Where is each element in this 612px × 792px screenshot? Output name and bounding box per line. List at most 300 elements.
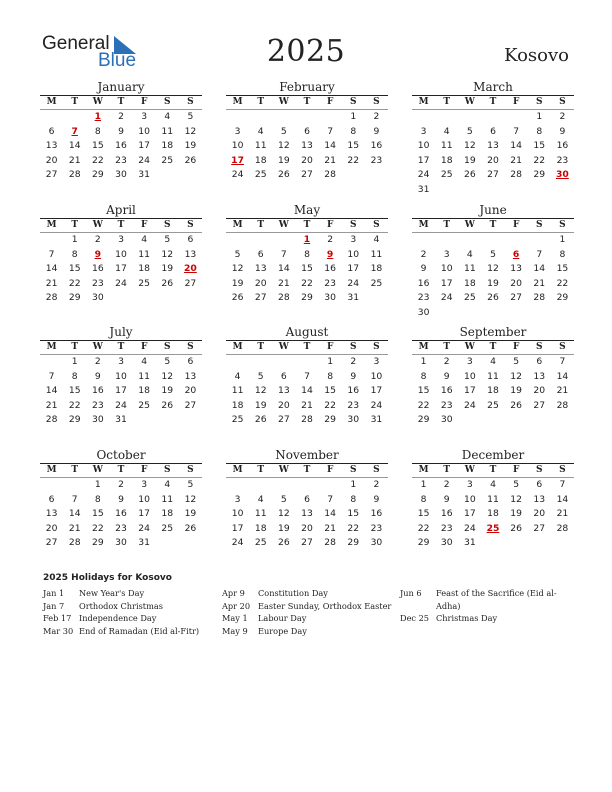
day-cell: 9 [373,493,380,505]
day-cell: 14 [278,263,290,275]
day-cell: 30 [417,306,430,318]
day-cell: 21 [510,154,522,166]
holiday-item [222,587,397,600]
day-cell: 19 [464,154,476,166]
day-cell: 21 [45,277,58,289]
weekday-header: S [365,95,388,110]
holiday-item [400,587,560,612]
day-cell: 26 [161,399,174,411]
weekday-header: S [528,95,551,110]
weekday-header: S [551,95,574,110]
day-cell: 30 [115,537,127,549]
weekday-header: S [528,340,551,355]
weekday-header: T [249,95,272,110]
day-cell: 9 [118,493,124,505]
day-cell: 5 [513,356,520,367]
holiday-date: Apr 9 [222,588,245,598]
weekday-header: M [40,340,63,355]
day-cell: 25 [440,169,453,181]
day-cell: 13 [533,370,546,382]
day-cell: 1 [536,111,543,122]
weekday-header: S [365,340,388,355]
weekday-header: W [272,218,295,233]
day-cell: 22 [533,154,546,166]
day-cell: 20 [184,385,197,397]
day-cell: 1 [420,356,427,367]
day-empty [272,233,295,248]
day-cell: 12 [184,493,197,505]
weekday-header: W [272,463,295,478]
weekday-header: T [435,218,458,233]
day-cell: 23 [370,154,383,166]
month-name: September [459,325,527,339]
weekday-header: S [342,463,365,478]
day-cell: 15 [533,140,546,152]
day-cell: 23 [440,399,453,411]
weekday-header: M [226,218,249,233]
day-cell: 27 [45,537,58,549]
holiday-date: Apr 20 [222,600,251,611]
day-cell: 25 [464,292,476,304]
day-cell: 1 [71,234,78,245]
day-cell: 2 [559,111,566,122]
weekday-header: M [226,463,249,478]
day-cell: 27 [278,414,290,426]
day-cell: 25 [161,154,174,166]
day-cell: 21 [556,508,569,520]
weekday-header: W [86,95,109,110]
page-title-year: 2025 [266,34,346,69]
day-cell: 5 [513,479,520,490]
holiday-name: End of Ramadan (Eid al-Fitr) [79,625,200,636]
weekday-header: F [133,218,156,233]
day-empty [226,110,249,125]
weekday-header: M [226,95,249,110]
day-cell: 3 [141,479,148,490]
month-november [226,448,388,551]
day-cell: 28 [68,169,81,181]
day-cell: 14 [68,508,81,520]
day-cell: 17 [464,508,476,520]
day-cell: 24 [115,399,127,411]
day-cell: 23 [92,277,104,289]
day-cell: 12 [254,385,267,397]
day-cell: 10 [417,140,430,152]
holiday-date: Jan 7 [43,600,65,611]
day-cell: 24 [231,537,244,549]
day-cell: 13 [510,263,522,275]
day-cell: 20 [487,154,499,166]
day-cell: 4 [466,248,473,260]
weekday-header: T [249,463,272,478]
day-cell: 11 [161,125,174,137]
day-cell: 17 [231,522,244,534]
day-holiday: 25 [486,522,500,534]
day-cell: 30 [115,169,127,181]
day-cell: 21 [324,522,336,534]
weekday-header: T [295,218,318,233]
month-may [226,203,388,306]
weekday-header: S [528,463,551,478]
weekday-header: S [156,463,179,478]
day-cell: 25 [231,414,244,426]
day-cell: 7 [280,248,287,260]
day-cell: 11 [138,248,150,260]
day-cell: 21 [556,385,569,397]
weekday-header: T [481,218,504,233]
day-cell: 25 [487,399,499,411]
day-cell: 29 [556,292,569,304]
day-empty [272,478,295,493]
day-cell: 5 [164,234,171,245]
day-cell: 29 [68,414,81,426]
day-cell: 3 [141,111,148,122]
weekday-header: T [295,463,318,478]
day-cell: 7 [48,248,55,260]
day-cell: 3 [443,248,450,260]
month-june [412,203,574,321]
day-cell: 1 [94,479,101,490]
holiday-name: Labour Day [258,613,307,623]
day-cell: 3 [466,356,473,367]
month-march [412,80,574,198]
month-name: December [461,448,525,462]
day-cell: 15 [417,508,430,520]
day-cell: 17 [115,263,127,275]
day-cell: 16 [370,508,383,520]
day-cell: 24 [115,277,127,289]
day-empty [528,233,551,248]
day-cell: 30 [370,537,383,549]
weekday-header: W [86,463,109,478]
day-cell: 23 [556,154,569,166]
day-cell: 26 [184,154,197,166]
day-cell: 28 [45,414,58,426]
day-cell: 19 [254,399,267,411]
day-cell: 24 [138,522,150,534]
day-cell: 8 [71,370,78,382]
day-cell: 18 [464,277,476,289]
day-cell: 18 [487,385,499,397]
weekday-header: W [86,340,109,355]
day-cell: 3 [234,493,241,505]
day-cell: 22 [556,277,569,289]
day-cell: 13 [45,508,58,520]
day-cell: 13 [45,140,58,152]
month-name: April [106,203,136,217]
day-cell: 20 [510,277,522,289]
day-cell: 27 [184,399,197,411]
day-cell: 28 [68,537,81,549]
day-cell: 10 [370,370,383,382]
day-cell: 4 [164,111,171,122]
day-cell: 15 [417,385,430,397]
weekday-header: S [342,218,365,233]
day-cell: 15 [324,385,336,397]
day-empty [435,110,458,125]
country-name: Kosovo [504,45,569,66]
day-cell: 22 [417,522,430,534]
day-cell: 25 [138,277,150,289]
weekday-header: F [505,95,528,110]
holiday-name: Easter Sunday, Orthodox Easter [258,600,392,611]
day-empty [505,110,528,125]
day-cell: 28 [45,292,58,304]
weekday-header: S [156,218,179,233]
weekday-header: M [40,218,63,233]
day-cell: 15 [68,263,81,275]
weekday-header: M [412,95,435,110]
day-cell: 25 [254,537,267,549]
day-cell: 19 [184,508,197,520]
day-empty [272,355,295,370]
day-cell: 20 [301,154,313,166]
day-cell: 11 [254,140,267,152]
day-cell: 29 [301,292,313,304]
day-cell: 3 [118,356,124,367]
day-cell: 4 [164,479,171,490]
day-cell: 10 [138,125,150,137]
holiday-item [400,612,560,625]
day-cell: 14 [556,370,569,382]
day-cell: 13 [278,385,290,397]
day-cell: 18 [487,508,499,520]
day-cell: 8 [350,493,357,505]
month-name: August [285,325,329,339]
day-cell: 6 [280,370,287,382]
day-cell: 21 [68,154,81,166]
day-cell: 21 [278,277,290,289]
day-empty [226,478,249,493]
day-empty [40,110,63,125]
weekday-header: S [179,95,202,110]
day-cell: 1 [350,111,357,122]
day-empty [481,110,504,125]
day-cell: 24 [464,522,476,534]
weekday-header: F [505,340,528,355]
day-cell: 2 [327,234,334,245]
day-cell: 10 [347,248,360,260]
day-cell: 7 [513,125,520,137]
holiday-name: Independence Day [79,613,157,623]
day-cell: 9 [443,370,450,382]
day-cell: 19 [184,140,197,152]
day-cell: 21 [301,399,313,411]
day-cell: 27 [510,292,522,304]
day-cell: 22 [347,154,360,166]
day-cell: 4 [257,493,264,505]
holiday-date: Jan 1 [43,588,65,598]
day-cell: 3 [373,356,380,367]
day-empty [435,233,458,248]
holiday-date: Mar 30 [43,625,74,636]
day-cell: 19 [161,263,174,275]
day-empty [319,110,342,125]
day-cell: 19 [278,154,290,166]
holiday-name: Constitution Day [258,588,328,598]
day-cell: 25 [254,169,267,181]
weekday-header: S [156,340,179,355]
day-cell: 3 [234,125,241,137]
day-cell: 29 [324,414,336,426]
month-name: July [109,325,133,339]
day-cell: 22 [68,399,81,411]
day-cell: 8 [350,125,357,137]
weekday-header: W [458,218,481,233]
day-cell: 26 [254,414,267,426]
day-cell: 19 [487,277,499,289]
day-cell: 10 [231,140,244,152]
day-empty [295,355,318,370]
day-cell: 19 [510,508,522,520]
day-cell: 18 [440,154,453,166]
day-cell: 30 [440,414,453,426]
month-august [226,325,388,428]
day-cell: 27 [184,277,197,289]
day-cell: 6 [490,125,496,137]
day-cell: 18 [370,263,383,275]
day-cell: 8 [94,125,101,137]
day-cell: 21 [45,399,58,411]
holiday-name: Christmas Day [436,613,498,623]
day-cell: 24 [138,154,150,166]
day-cell: 17 [347,263,360,275]
weekday-header: F [505,218,528,233]
holiday-date: Jun 6 [400,588,422,598]
weekday-header: W [458,463,481,478]
day-cell: 7 [559,356,566,367]
day-cell: 18 [138,263,150,275]
month-name: January [97,80,145,94]
weekday-header: S [342,340,365,355]
day-cell: 6 [536,356,543,367]
day-cell: 20 [533,385,546,397]
day-cell: 13 [533,493,546,505]
day-cell: 22 [92,154,104,166]
day-cell: 20 [45,522,58,534]
day-cell: 16 [417,277,430,289]
day-cell: 19 [278,522,290,534]
day-cell: 12 [510,370,522,382]
day-holiday: 7 [71,125,78,137]
day-empty [458,110,481,125]
day-cell: 2 [373,111,380,122]
day-cell: 17 [464,385,476,397]
day-cell: 15 [556,263,569,275]
holiday-item [222,600,397,613]
day-cell: 22 [324,399,336,411]
day-cell: 6 [536,479,543,490]
day-cell: 15 [301,263,313,275]
day-cell: 18 [138,385,150,397]
day-cell: 24 [417,169,430,181]
weekday-header: F [319,463,342,478]
weekday-header: T [109,463,132,478]
day-cell: 14 [556,493,569,505]
day-cell: 14 [45,263,58,275]
day-cell: 10 [231,508,244,520]
day-holiday: 6 [512,248,520,260]
day-cell: 18 [161,508,174,520]
weekday-header: S [179,218,202,233]
day-cell: 21 [324,154,336,166]
day-cell: 6 [187,356,194,367]
day-cell: 17 [417,154,430,166]
day-cell: 2 [350,356,357,367]
day-cell: 6 [48,493,55,505]
day-cell: 19 [231,277,244,289]
day-cell: 29 [68,292,81,304]
weekday-header: S [551,463,574,478]
weekday-header: T [295,95,318,110]
weekday-header: T [249,340,272,355]
day-cell: 10 [115,370,127,382]
weekday-header: M [40,95,63,110]
holiday-date: May 1 [222,613,248,623]
holiday-item [222,612,397,625]
month-july [40,325,202,428]
day-empty [249,110,272,125]
day-cell: 31 [138,169,150,181]
logo-text-blue: Blue [98,50,137,71]
month-september [412,325,574,428]
day-cell: 9 [350,370,357,382]
day-cell: 8 [71,248,78,260]
day-cell: 11 [161,493,174,505]
holiday-name: Europe Day [258,625,307,636]
day-holiday: 1 [303,234,311,245]
day-cell: 16 [370,140,383,152]
holiday-date: May 9 [222,625,248,636]
day-empty [412,110,435,125]
day-cell: 16 [115,140,127,152]
day-cell: 28 [556,399,569,411]
weekday-header: M [40,463,63,478]
holiday-date: Dec 25 [400,613,430,623]
day-cell: 30 [92,292,104,304]
day-cell: 27 [45,169,58,181]
day-cell: 11 [370,248,383,260]
day-cell: 8 [304,248,310,260]
day-cell: 9 [443,493,450,505]
weekday-header: F [319,95,342,110]
month-january [40,80,202,183]
weekday-header: F [133,340,156,355]
holiday-column [222,587,397,637]
day-cell: 13 [301,140,313,152]
day-cell: 5 [164,356,171,367]
month-october [40,448,202,551]
day-cell: 31 [464,537,476,549]
holiday-item [43,625,213,638]
day-cell: 19 [510,385,522,397]
day-cell: 24 [347,277,360,289]
day-cell: 5 [280,125,287,137]
day-cell: 22 [347,522,360,534]
day-cell: 7 [559,479,566,490]
day-cell: 23 [92,399,104,411]
day-cell: 9 [373,125,380,137]
weekday-header: T [481,95,504,110]
weekday-header: W [458,95,481,110]
day-cell: 25 [138,399,150,411]
day-cell: 30 [92,414,104,426]
day-empty [249,233,272,248]
day-cell: 31 [370,414,383,426]
day-cell: 24 [231,169,244,181]
day-empty [458,233,481,248]
day-cell: 22 [92,522,104,534]
